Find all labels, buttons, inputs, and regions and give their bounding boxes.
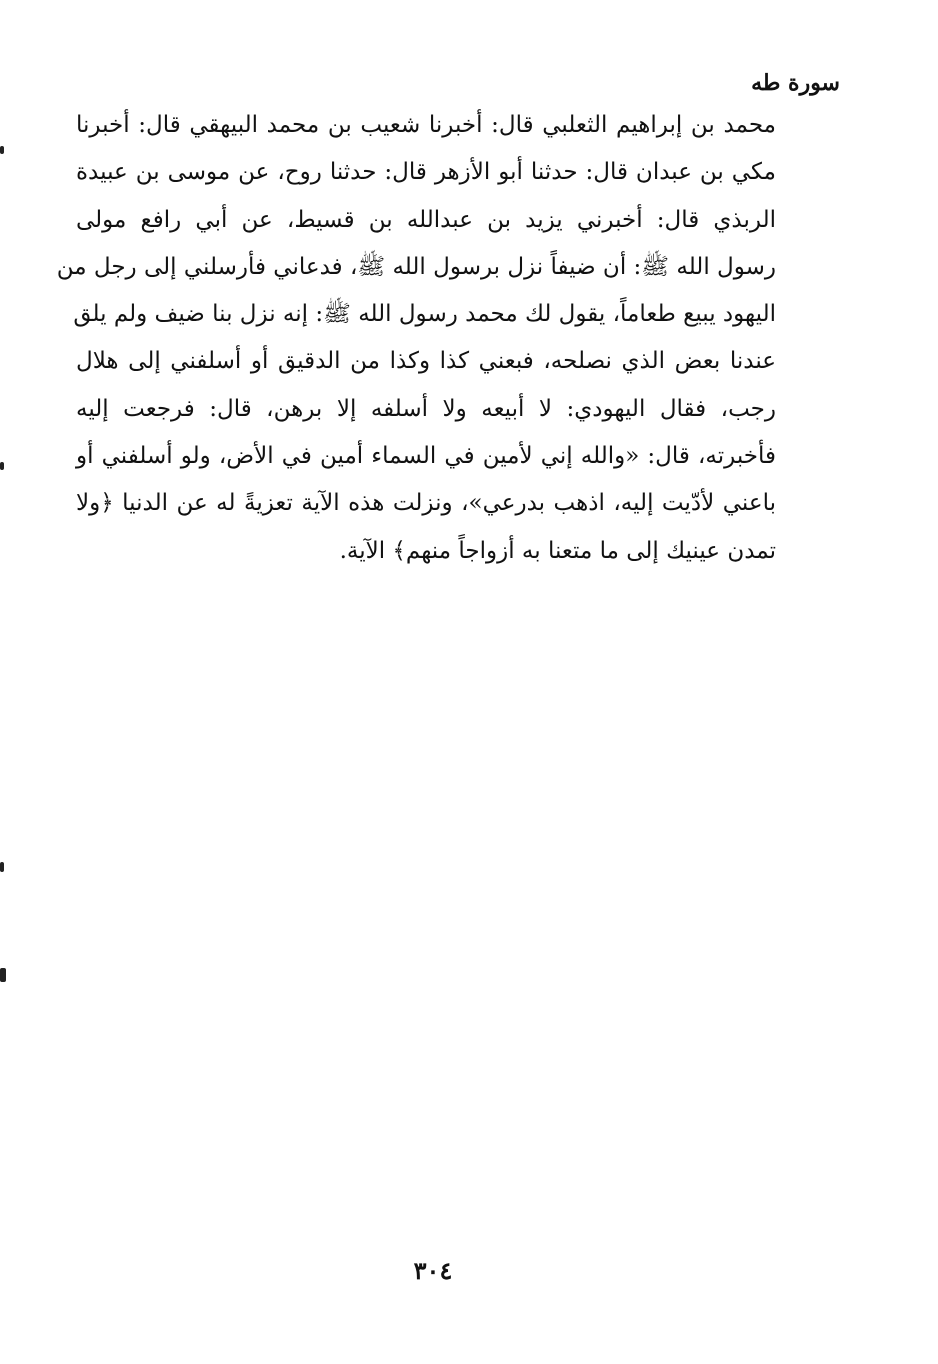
text-line: محمد بن إبراهيم الثعلبي قال: أخبرنا شعيب بن محمد البيهقي قال: أخبرنا: [76, 112, 776, 138]
text-line: اليهود يبيع طعاماً، يقول لك محمد رسول الله ﷺ: إنه نزل بنا ضيف ولم يلق: [73, 301, 776, 328]
text-line: فأخبرته، قال: «والله إني لأمين في السماء أمين في الأض، ولو أسلفني أو: [76, 443, 776, 470]
page-number: ٣٠٤: [413, 1256, 453, 1285]
text-line: الربذي قال: أخبرني يزيد بن عبدالله بن قسيط، عن أبي رافع مولى: [76, 206, 776, 233]
running-header: سورة طه: [751, 70, 840, 96]
text-line: تمدن عينيك إلى ما متعنا به أزواجاً منهم﴾ الآية.: [339, 537, 776, 564]
body-text: [56, 102, 776, 575]
text-line: عندنا بعض الذي نصلحه، فبعني كذا وكذا من الدقيق أو أسلفني إلى هلال: [76, 348, 776, 375]
text-line: رجب، فقال اليهودي: لا أبيعه ولا أسلفه إلا برهن، قال: فرجعت إليه: [76, 395, 776, 422]
margin-mark: [0, 862, 4, 872]
text-line: مكي بن عبدان قال: حدثنا أبو الأزهر قال: حدثنا روح، عن موسى بن عبيدة: [76, 159, 776, 186]
margin-mark: [0, 146, 4, 154]
text-line: رسول الله ﷺ: أن ضيفاً نزل برسول الله ﷺ، فدعاني فأرسلني إلى رجل من: [56, 253, 776, 280]
margin-mark: [0, 968, 6, 982]
margin-mark: [0, 462, 4, 470]
text-line: باعني لأدّيت إليه، اذهب بدرعي»، ونزلت هذه الآية تعزيةً له عن الدنيا ﴿ولا: [76, 490, 776, 517]
